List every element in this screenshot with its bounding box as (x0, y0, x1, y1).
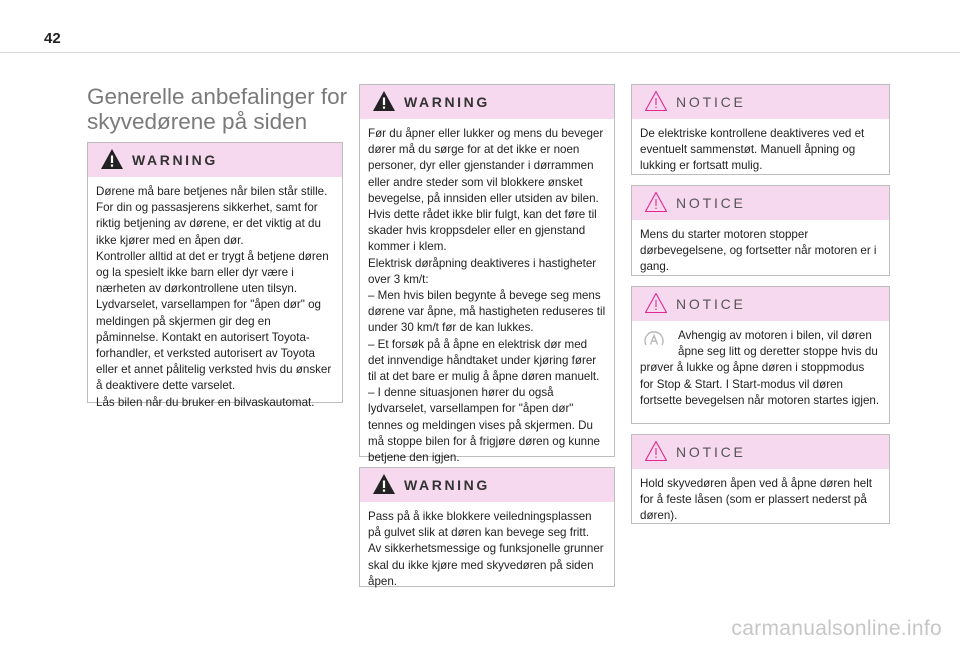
notice-label: NOTICE (676, 94, 746, 110)
notice-triangle-icon (644, 440, 668, 462)
notice-box-header (632, 186, 889, 220)
warning-label: WARNING (404, 477, 490, 493)
notice-text: Mens du starter motoren stopper dørbevegelsene, og fortsetter når motoren er i gang. (640, 228, 877, 274)
warning-box-doors-stationary (87, 142, 343, 409)
warning-text: Elektrisk døråpning deaktiveres i hastigheter over 3 km/t: (368, 256, 597, 286)
site-watermark: carmanualsonline.info (731, 617, 942, 640)
warning-triangle-icon (100, 148, 124, 170)
notice-triangle-icon (644, 90, 668, 112)
notice-box-stop-start (631, 286, 890, 424)
warning-text: Lydvarselet, varsellampen for "åpen dør" og meldingen på skjermen gir deg en påminnelse. Kontakt en autorisert Toyota-forhandler, et verksted autorisert av Toyota eller et annet pålitelig verksted hvis du ønsker å deaktivere dette varselet. (96, 298, 332, 393)
warning-text: Før du åpner eller lukker og mens du beveger dører må du sørge for at det ikke er noen personer, dyr eller gjenstander i dørrammen eller andre steder som vil blokkere ønsket bevegelse, på innsiden eller utsiden av bilen. Hvis dette rådet ikke blir fulgt, kan det føre til skader hvis kroppsdeler eller en gjenstand kommer i klem. (368, 127, 604, 254)
notice-triangle-icon (644, 191, 668, 213)
warning-triangle-icon (372, 90, 396, 112)
page-title-line1: Generelle anbefalinger for (87, 84, 348, 109)
warning-box-header (88, 143, 342, 177)
notice-triangle-icon (644, 292, 668, 314)
stop-start-icon (642, 330, 666, 350)
notice-box-header (632, 85, 889, 119)
notice-label: NOTICE (676, 444, 746, 460)
notice-box-body (632, 469, 889, 533)
warning-box-body (88, 177, 342, 419)
page-title-line2: skyvedørene på siden (87, 109, 308, 134)
warning-text: Kontroller alltid at det er trygt å betjene døren og la spesielt ikke barn eller dyr være i nærheten av dørkontrollene uten tilsyn. (96, 249, 329, 296)
warning-text: Av sikkerhetsmessige og funksjonelle grunner skal du ikke kjøre med skyvedøren på siden åpen. (368, 542, 604, 588)
warning-text: – Men hvis bilen begynte å bevege seg mens dørene var åpne, må hastigheten reduseres til under 30 km/t før de kan lukkes. (368, 289, 606, 335)
warning-text: Lås bilen når du bruker en bilvaskautomat. (96, 395, 315, 409)
notice-box-header (632, 287, 889, 321)
warning-label: WARNING (132, 152, 218, 168)
warning-label: WARNING (404, 94, 490, 110)
warning-text: – Et forsøk på å åpne en elektrisk dør med det innvendige håndtaket under kjøring fører til at det bare er mulig å åpne døren manuelt. (368, 337, 600, 384)
notice-box-body (632, 321, 889, 417)
notice-box-body (632, 220, 889, 284)
notice-label: NOTICE (676, 296, 746, 312)
warning-box-body (360, 119, 614, 474)
notice-text: Hold skyvedøren åpen ved å åpne døren helt for å feste låsen (som er plassert nederst på døren). (640, 477, 873, 523)
notice-box-body (632, 119, 889, 183)
page-number: 42 (44, 30, 61, 47)
notice-box-hold-open (631, 434, 890, 524)
warning-triangle-icon (372, 473, 396, 495)
page-title (87, 84, 357, 134)
notice-text: De elektriske kontrollene deaktiveres ved et eventuelt sammenstøt. Manuell åpning og lukking er fortsatt mulig. (640, 127, 865, 173)
warning-box-door-movement (359, 84, 615, 465)
warning-text: Pass på å ikke blokkere veiledningsplassen på gulvet slik at døren kan bevege seg fritt. (368, 510, 592, 540)
warning-box-body (360, 502, 614, 598)
notice-text: Avhengig av motoren i bilen, vil døren åpne seg litt og deretter stoppe hvis du prøver å lukke og åpne døren i stoppmodus for Stop & Start. I Start-modus vil døren fortsette bevegelsen når motoren startes igjen. (640, 329, 880, 407)
notice-box-collision (631, 84, 890, 175)
warning-box-guide-rail (359, 467, 615, 587)
notice-box-engine-start (631, 185, 890, 276)
header-divider (0, 52, 960, 53)
warning-box-header (360, 85, 614, 119)
warning-box-header (360, 468, 614, 502)
warning-text: – I denne situasjonen hører du også lydvarselet, varsellampen for "åpen dør" tennes og meldingen vises på skjermen. Du må stoppe bilen for å frigjøre døren og kunne betjene den igjen. (368, 386, 600, 465)
notice-label: NOTICE (676, 195, 746, 211)
notice-box-header (632, 435, 889, 469)
warning-text: Dørene må bare betjenes når bilen står stille. For din og passasjerens sikkerhet, samt for riktig betjening av dørene, er det viktig at du ikke kjører med en åpen dør. (96, 185, 328, 247)
